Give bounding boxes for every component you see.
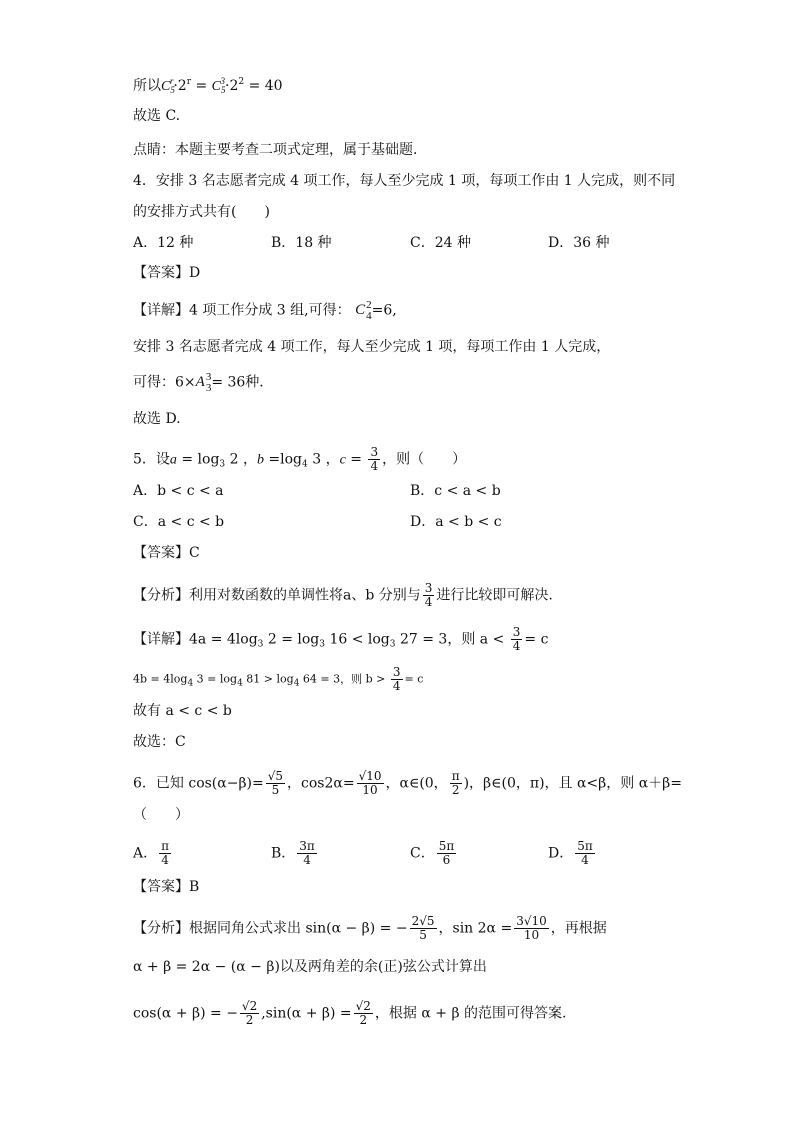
detail-result: = 36种． xyxy=(211,374,274,391)
question-5-answer: 【答案】C xyxy=(133,545,200,561)
text-line-choose-c: 故选 C. xyxy=(133,108,181,124)
question-5-detail-line1: 【详解】$4a = 4\log_3$ $2 = \log_3 16 < \log_3 27 = 3$，则 a < $\frac{3}{4}$ = c xyxy=(133,625,549,653)
question-6-answer: 【答案】B xyxy=(133,879,200,895)
fraction-3-4: $\frac{3}{4}$ xyxy=(370,445,379,473)
formula-c-4-2: C 2 4 xyxy=(355,299,372,322)
fraction-sqrt10-10: $\frac{√10}{10}$ xyxy=(358,769,382,797)
question-6-analysis-line3: cos(α + β) = − $\frac{√2}{2}$ ,sin(α + β) = $\frac{√2}{2}$ ，根据 α + β 的范围可得答案. xyxy=(133,999,567,1027)
question-4-end: 故选 D. xyxy=(133,411,181,427)
question-6-option-d: D． $\frac{5\pi}{4}$ xyxy=(548,839,593,867)
question-4-detail-line3 xyxy=(133,372,273,394)
question-5-analysis xyxy=(133,582,553,609)
formula-combination: $C_5^r$ xyxy=(161,76,175,95)
question-5-detail-line2: $4b = 4\log_4$ $3 = \log_4 81 > \log_4 64 = 3$，则 b > $\frac{3}{4}$ = c xyxy=(133,665,424,693)
question-5-option-a: A．b < c < a xyxy=(133,483,224,499)
analysis-text-end: 进行比较即可解决. xyxy=(436,587,553,604)
stem-suffix: ，则（ ） xyxy=(382,451,467,468)
question-6-stem-line1: 6．已知 cos(α−β)= $\frac{√5}{5}$ ，cos2α= $\frac{√10}{10}$ ，α∈(0， $\frac{\pi}{2}$ )，β∈(0，π)，且 α<β，则 α＋β= xyxy=(133,769,682,797)
fraction-sqrt2-2: $\frac{√2}{2}$ xyxy=(355,999,371,1027)
detail-text: 【详解】4 项工作分成 3 组,可得： xyxy=(133,302,351,319)
question-6-stem-line2: （ ） xyxy=(133,807,189,823)
question-4-option-b: B．18 种 xyxy=(271,235,332,251)
question-4-detail-line1 xyxy=(133,300,397,322)
question-6-analysis-line1: 【分析】根据同角公式求出 sin(α − β) = − $\frac{2√5}{5}$ ，sin 2α = $\frac{3√10}{10}$ ，再根据 xyxy=(133,914,607,942)
question-4-option-c: C．24 种 xyxy=(410,235,471,251)
text-line-conclusion: 所以$C_5^r\cdot 2^r = C_5^3\cdot 2^2 = 40$ xyxy=(133,76,283,95)
question-4-option-d: D．36 种 xyxy=(548,235,610,251)
detail-equals: =6, xyxy=(371,302,397,319)
question-5-end: 故选：C xyxy=(133,734,186,750)
analysis-text: 【分析】利用对数函数的单调性将a、b 分别与 xyxy=(133,587,421,604)
question-4-option-a: A．12 种 xyxy=(133,235,194,251)
fraction-sqrt2-2: $\frac{√2}{2}$ xyxy=(241,999,258,1027)
formula-a-3-3: A 3 3 xyxy=(195,371,212,394)
question-6-option-a: A． $\frac{\pi}{4}$ xyxy=(133,839,170,867)
question-4-detail-line2: 安排 3 名志愿者完成 4 项工作，每人至少完成 1 项，每项工作由 1 人完成， xyxy=(133,339,611,355)
fraction-3sqrt10-10: $\frac{3√10}{10}$ xyxy=(516,914,547,942)
detail-text: 可得：6× xyxy=(133,374,196,391)
stem-prefix: 5．设 xyxy=(133,451,170,468)
question-5-conclusion: 故有 a < c < b xyxy=(133,703,232,719)
question-6-analysis-line2: α + β = 2α − (α − β)以及两角差的余(正)弦公式计算出 xyxy=(133,959,487,975)
fraction-3-4: $\frac{3}{4}$ xyxy=(392,665,401,693)
question-6-option-b: B． $\frac{3\pi}{4}$ xyxy=(271,839,315,867)
question-4-stem-line2: 的安排方式共有( ) xyxy=(133,204,270,220)
fraction-pi-2: $\frac{\pi}{2}$ xyxy=(451,769,460,797)
question-5-option-d: D．a < b < c xyxy=(410,514,502,530)
fraction-3-4: $\frac{3}{4}$ xyxy=(424,581,433,609)
question-4-answer: 【答案】D xyxy=(133,265,201,281)
text-line-note: 点睛：本题主要考查二项式定理，属于基础题． xyxy=(133,142,427,158)
formula-result: = 40 xyxy=(248,78,283,94)
fraction-3-4: $\frac{3}{4}$ xyxy=(512,625,521,653)
question-6-option-c: C． $\frac{5\pi}{6}$ xyxy=(410,839,455,867)
text-prefix: 所以 xyxy=(133,78,161,94)
question-5-option-b: B．c < a < b xyxy=(410,483,501,499)
fraction-2sqrt5-5: $\frac{2√5}{5}$ xyxy=(411,914,435,942)
question-4-stem-line1: 4．安排 3 名志愿者完成 4 项工作，每人至少完成 1 项，每项工作由 1 人完成，则不同 xyxy=(133,173,676,189)
fraction-sqrt5-5: $\frac{√5}{5}$ xyxy=(267,769,284,797)
question-5-option-c: C．a < c < b xyxy=(133,514,225,530)
question-5-stem: 5．设$a = \log_3 2$ ，$b =\log_4$ 3 ，c = $\frac{3}{4}$ ，则（ ） xyxy=(133,445,467,473)
